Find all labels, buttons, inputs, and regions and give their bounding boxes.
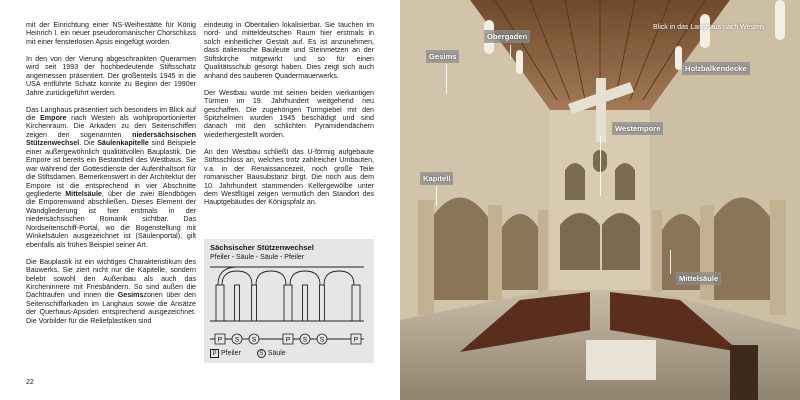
label-gesims: Gesims [426,50,459,63]
paragraph: eindeutig in Oberitalien lokalisierbar. Sie tauchen im nord- und mitteldeutschen Raum hier erstmals in solch einheitlicher Gestalt auf. Es ist anzunehmen, dass italienische Bauleute und Steinmetzen an der Stiftskirche mitgewirkt und so für einen Qualitätsschub gesorgt haben. Dies zeigt sich auch anhand des sauberen Quadermauerwerks. [204,21,374,80]
marker-letter: S [302,336,308,344]
leader-obergaden [510,45,511,59]
text-column-1 [26,21,196,334]
saeule-support [320,285,325,321]
label-obergaden: Obergaden [484,30,530,43]
saeule-support [252,285,257,321]
saeule-support [303,285,308,321]
pfeiler-support [284,285,292,321]
legend-saeule-label: Säule [267,350,286,357]
label-kapitell: Kapitell [420,172,453,185]
legend-pfeiler-symbol: P [210,349,219,358]
leader-mittelsaeule [670,250,671,274]
paragraph: Der Westbau wurde mit seinen beiden vierkantigen Türmen im 19. Jahrhundert weitgehend neu geschaffen. Die zugehörigen Turmgiebel mit den Spitzhelmen wurden 1945 beschädigt und sind danach mit den schlichten Pyramidendächern wiederhergestellt worden. [204,88,374,139]
pfeiler-support [352,285,360,321]
label-mittelsaeule: Mittelsäule [676,272,721,285]
paragraph: mit der Einrichtung einer NS-Weihestätte für König Heinrich I. ein neuer pseudoromanischer Chorschluss mit einer fensterlosen Apsis eingefügt worden. [26,21,196,46]
label-holzbalkendecke: Holzbalkendecke [682,62,750,75]
leader-kapitell [436,186,437,206]
marker-letter: S [251,336,257,344]
photo-caption: Blick in das Langhaus nach Westen [653,24,764,31]
diagram-subtitle: Pfeiler - Säule - Säule - Pfeiler [210,254,305,261]
marker-letter: P [285,336,291,344]
diagram-title: Sächsischer Stützenwechsel [210,243,314,252]
marker-letter: S [234,336,240,344]
page-number: 22 [26,379,34,386]
arcade-drawing [208,263,370,347]
legend-saeule-symbol: S [257,349,266,358]
text-column-2 [204,21,374,215]
leader-gesims [446,64,447,94]
paragraph: Das Langhaus präsentiert sich besonders im Blick auf die Empore nach Westen als wohlproportionierter Kirchenraum. Die Arkaden zu den Seitenschiffen zeigen den sogenannten niedersächsischen Stützenwechsel. Die Säulenkapitelle sind Beispiele einer außergewöhnlich qualitätvollen Bauplastik. Die Empore ist bereits ein Bestandteil des Westbaus. Sie war während der Gottesdienste der Aufenthaltsort für die Stiftsdamen. Bemerkenswert in der Architektur der Empore ist die entsprechend in vier Abschnitte gegliederte Mittelsäule, über die zwei Blendbögen die Emporenwand abschließen. Dieses Element der Wandgliederung ist hier erstmals in der niedersächsischen Romanik sichtbar. Das Nordseitenschiff-Portal, wo die Bogenstellung mit Winkelsäulen ausgezeichnet ist (Säulenportal), gilt ebenfalls als frühes Beispiel seiner Art. [26,105,196,249]
label-westempore: Westempore [612,122,663,135]
paragraph: An den Westbau schließt das U-förmig aufgebaute Stiftsschloss an, welches trotz zahlreicher Umbauten, v.a. in der Renaissancezeit, noch große Teile romanischer Bausubstanz birgt. Die noch aus dem 10. Jahrhundert stammenden Kellergewölbe unter dem Westflügel zeigen vermutlich den Standort des Hauptgebäudes der Königspfalz an. [204,147,374,207]
marker-letter: S [319,336,325,344]
marker-letter: P [353,336,359,344]
marker-letter: P [217,336,223,344]
paragraph: Die Bauplastik ist ein wichtiges Charakteristikum des Bauwerks. Sie ziert nicht nur die Kapitelle, sondern belebt sowohl den Außenbau als auch das Kircheninnere mit Friesbändern. So sind außen die Dachtraufen und innen die Gesimszonen über den Seitenschiffarkaden im Langhaus sowie die Ansätze der Querhaus-Apsiden entsprechend ausgezeichnet. Die Vorbilder für die Reliefplastiken sind [26,257,196,325]
leader-westempore [600,136,601,196]
church-interior-photo [400,0,800,400]
nave-illustration [400,0,800,400]
stuetzenwechsel-diagram [204,239,374,363]
diagram-legend [210,349,300,358]
paragraph: In den von der Vierung abgeschrankten Querarmen wird seit 1993 der hochbedeutende Stiftsschatz angemessen präsentiert. Der großenteils 1945 in die USA entführte Schatz konnte zu Beginn der 1990er Jahre zurückgeführt werden. [26,54,196,97]
legend-pfeiler-label: Pfeiler [221,350,241,357]
saeule-support [235,285,240,321]
pfeiler-support [216,285,224,321]
